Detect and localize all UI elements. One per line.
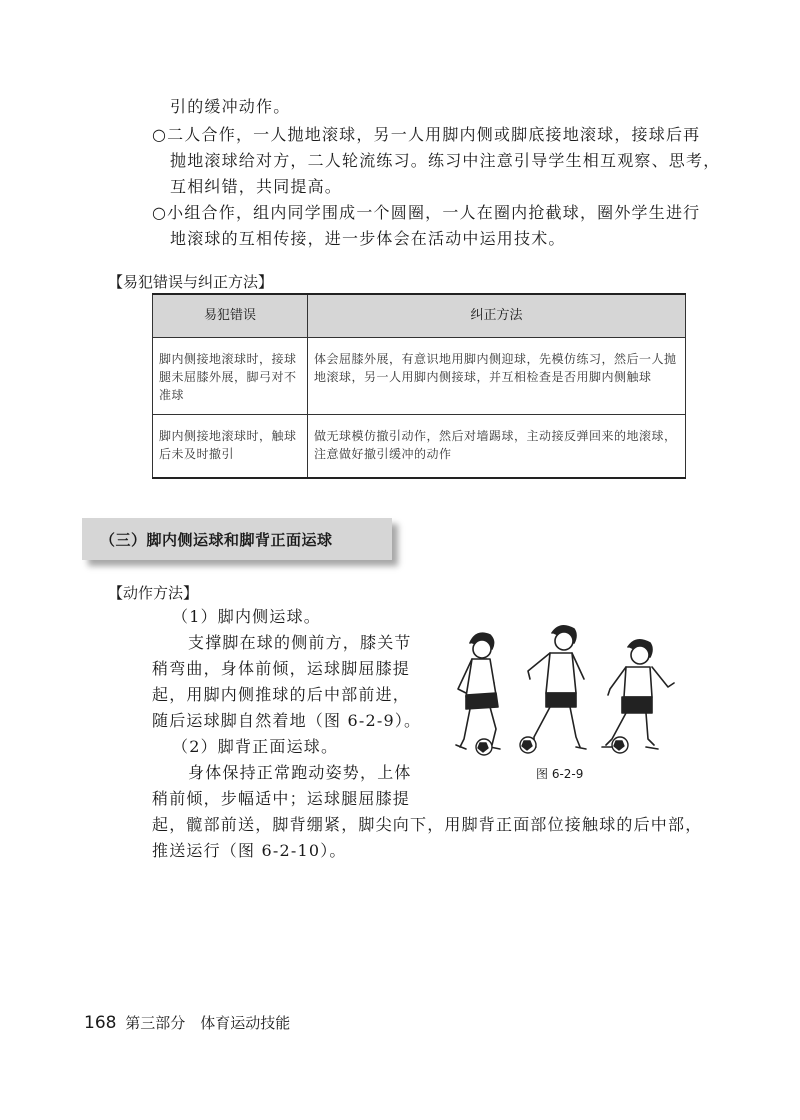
errors-heading: 【易犯错误与纠正方法】 — [108, 273, 274, 291]
player-figure-2 — [526, 626, 586, 749]
table-header: 易犯错误 — [153, 294, 308, 338]
text-line: 引的缓冲动作。 — [170, 97, 291, 116]
table-row — [153, 338, 686, 415]
player-figure-3 — [602, 640, 674, 749]
footer-text: 第三部分 体育运动技能 — [125, 1014, 291, 1032]
text-line: 起，髋部前送，脚背绷紧，脚尖向下，用脚背正面部位接触球的后中部， — [152, 815, 703, 834]
error-cell: 脚内侧接地滚球时，接球腿未屈膝外展，脚弓对不准球 — [153, 338, 308, 415]
page-footer — [84, 1012, 290, 1033]
text-line: 稍前倾，步幅适中；运球腿屈膝提 — [152, 789, 411, 808]
text-line: 推送运行（图 6-2-10）。 — [152, 841, 347, 860]
text-line: 随后运球脚自然着地（图 6-2-9）。 — [152, 711, 422, 730]
soccer-ball-icon — [476, 737, 628, 755]
errors-table — [152, 293, 686, 479]
table-header: 纠正方法 — [308, 294, 686, 338]
player-figure-1 — [456, 633, 500, 749]
text-line: 身体保持正常跑动姿势，上体 — [188, 763, 412, 782]
text-line: 互相纠错，共同提高。 — [170, 177, 343, 196]
section-heading-box — [82, 518, 392, 560]
fix-cell: 做无球模仿撤引动作，然后对墙踢球，主动接反弹回来的地滚球，注意做好撤引缓冲的动作 — [308, 415, 686, 479]
text-line: 稍弯曲，身体前倾，运球脚屈膝提 — [152, 659, 411, 678]
text-line: 抛地滚球给对方，二人轮流练习。练习中注意引导学生相互观察、思考， — [170, 151, 721, 170]
section-title: （三）脚内侧运球和脚背正面运球 — [100, 531, 333, 549]
text-line: 起，用脚内侧推球的后中部前进， — [152, 685, 411, 704]
list-item: ○小组合作，组内同学围成一个圆圈，一人在圈内抢截球，圈外学生进行 — [152, 203, 701, 222]
list-item: ○二人合作，一人抛地滚球，另一人用脚内侧或脚底接地滚球，接球后再 — [152, 125, 701, 144]
subheading: （2）脚背正面运球。 — [172, 737, 339, 756]
subheading: （1）脚内侧运球。 — [172, 607, 321, 626]
text-line: 地滚球的互相传接，进一步体会在活动中运用技术。 — [170, 229, 566, 248]
table-row — [153, 415, 686, 479]
text-line: 支撑脚在球的侧前方，膝关节 — [188, 633, 412, 652]
fix-cell: 体会屈膝外展，有意识地用脚内侧迎球，先模仿练习，然后一人抛地滚球，另一人用脚内侧接球，并互相检查是否用脚内侧触球 — [308, 338, 686, 415]
figure-caption: 图 6-2-9 — [536, 767, 584, 781]
soccer-dribbling-icon — [432, 615, 690, 765]
error-cell: 脚内侧接地滚球时，触球后未及时撤引 — [153, 415, 308, 479]
method-heading: 【动作方法】 — [108, 584, 199, 602]
page-number: 168 — [84, 1013, 117, 1033]
